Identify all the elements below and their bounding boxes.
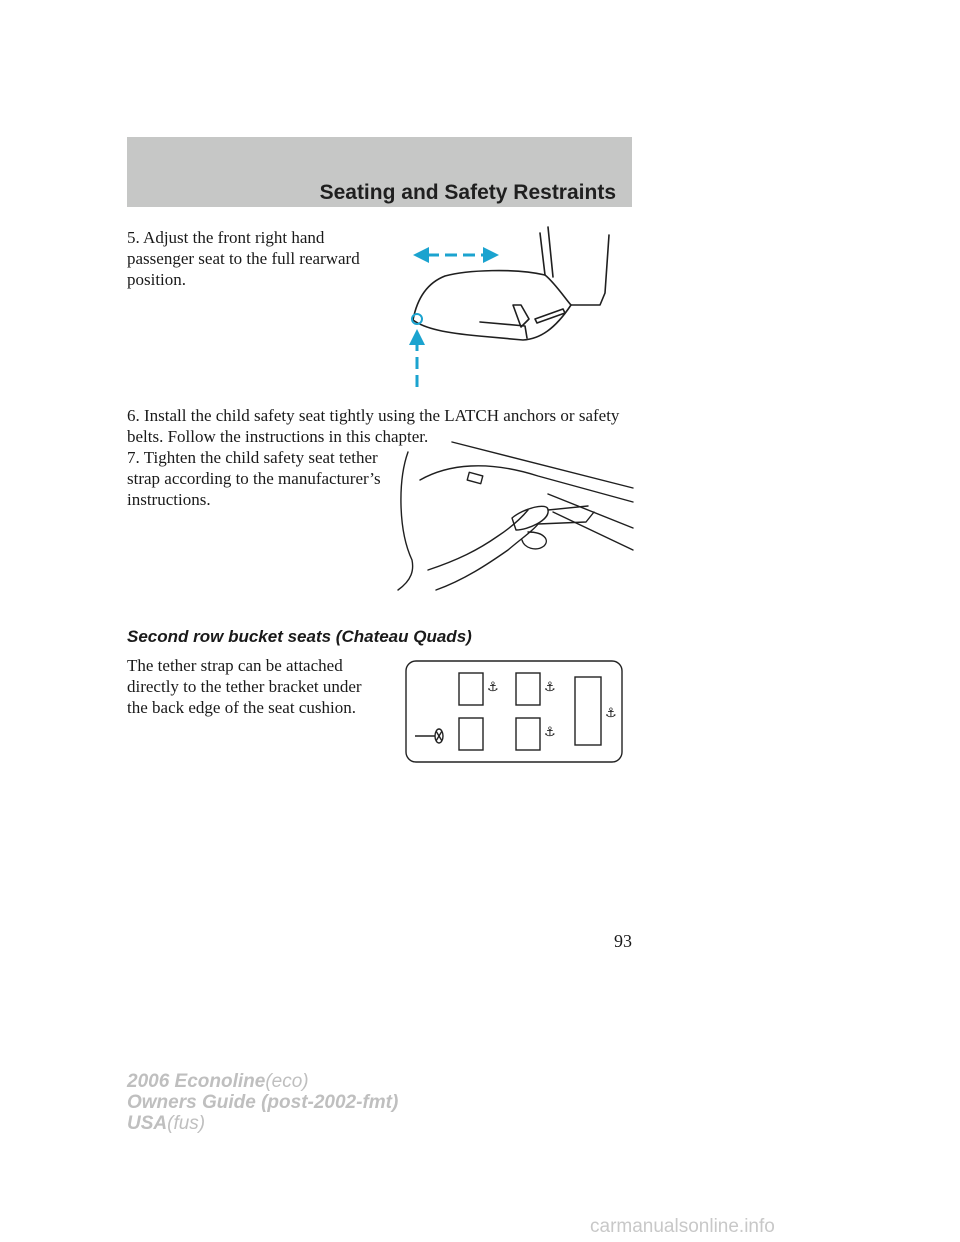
anchor-icon: ⚓ [544,680,556,695]
document-footer [127,1071,398,1134]
seat-layout-diagram [405,660,623,763]
anchor-icon: ⚓ [544,725,556,740]
seat-rear-right [516,718,540,750]
footer-model: 2006 Econoline [127,1071,266,1092]
step-5-text: 5. Adjust the front right hand passenger seat to the full rearward position. [127,228,360,289]
tether-strap-illustration [388,440,635,610]
footer-model-code: (eco) [265,1071,309,1092]
section-heading: Second row bucket seats (Chateau Quads) [127,627,472,646]
footer-region-code: (fus) [167,1113,206,1134]
vehicle-floor-outline [406,661,622,762]
page-number: 93 [614,931,632,951]
step-7-text: 7. Tighten the child safety seat tether strap according to the manufacturer’s instructions. [127,448,381,509]
step-6-text: 6. Install the child safety seat tightly using the LATCH anchors or safety belts. Follow the instructions in this chapter. [127,406,620,446]
watermark: carmanualsonline.info [590,1216,775,1237]
seat-front-right [516,673,540,705]
footer-guide: Owners Guide (post-2002-fmt) [127,1092,399,1113]
section-body-text: The tether strap can be attached directly to the tether bracket under the back edge of the seat cushion. [127,656,362,717]
seat-front-left [459,673,483,705]
seat-adjust-illustration [405,225,635,390]
section-header [127,137,632,207]
section-title: Seating and Safety Restraints [319,181,616,204]
anchor-icon: ⚓ [605,706,617,721]
anchor-icon: ⚓ [487,680,499,695]
footer-region: USA [127,1113,168,1134]
bench-seat [575,677,601,745]
seat-rear-left [459,718,483,750]
